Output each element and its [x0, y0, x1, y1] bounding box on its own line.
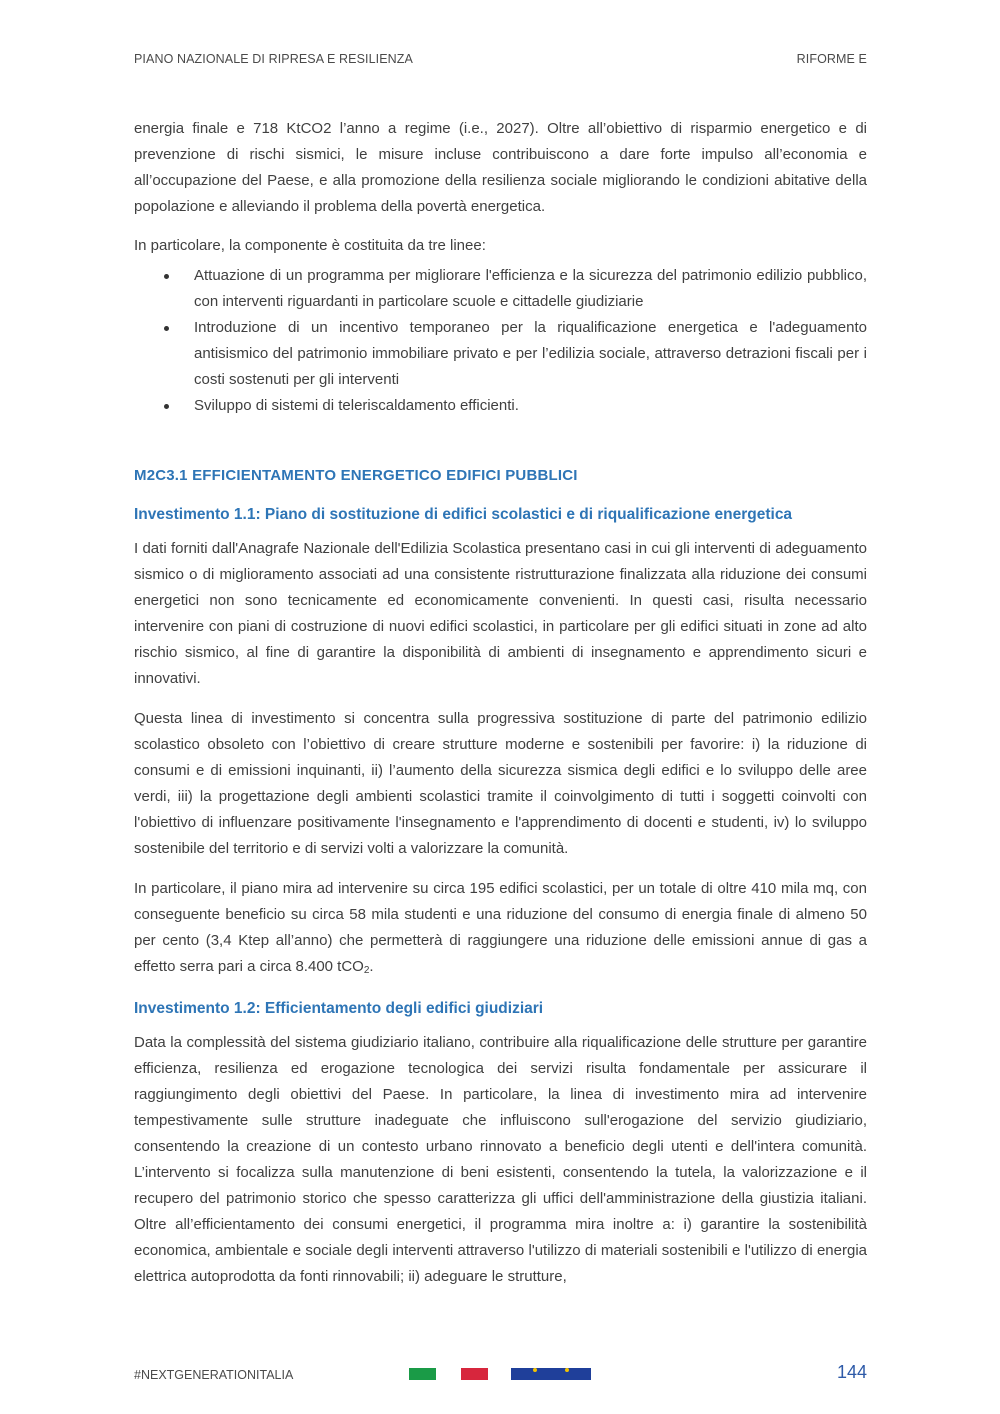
investment-1-2-paragraph: Data la complessità del sistema giudiziario italiano, contribuire alla riqualificazione delle strutture per garantire efficienza, resilienza ed erogazione tecnologica dei servizi risulta fondamentale per assicurare il raggiungimento degli obiettivi del Paese. In particolare, la linea di investimento mira ad intervenire tempestivamente sulle strutture inadeguate che influiscono sull'erogazione del servizio giudiziario, consentendo la creazione di un contesto urbano rinnovato a beneficio degli utenti e dell'intera comunità. L’intervento si focalizza sulla manutenzione di beni esistenti, consentendo la tutela, la valorizzazione e il recupero del patrimonio storico che spesso caratterizza gli uffici dell'amministrazione della giustizia italiani. Oltre all’efficientamento dei consumi energetici, il programma mira inoltre a: i) garantire la sostenibilità economica, ambientale e sociale degli interventi attraverso l'utilizzo di materiali sostenibili e l'utilizzo di energia elettrica autoprodotta da fonti rinnovabili; ii) adeguare le strutture,	[134, 1034, 867, 1285]
investment-1-1-title: Investimento 1.1: Piano di sostituzione di edifici scolastici e di riqualificazione energetica	[134, 506, 793, 523]
investment-1-1-paragraph: Questa linea di investimento si concentra sulla progressiva sostituzione di parte del patrimonio edilizio scolastico obsoleto con l’obiettivo di creare strutture moderne e sostenibili per favorire: i) la riduzione di consumi e di emissioni inquinanti, ii) l’aumento della sicurezza sismica degli edifici e lo sviluppo delle aree verdi, iii) la progettazione degli ambienti scolastici tramite il coinvolgimento di tutti i soggetti coinvolti con l'obiettivo di influenzare positivamente l'insegnamento e l'apprendimento di docenti e studenti, iv) lo sviluppo sostenibile del territorio e di servizi volti a valorizzare la comunità.	[134, 710, 867, 857]
footer-hashtag: #NEXTGENERATIONITALIA	[134, 1368, 294, 1382]
lines-lead: In particolare, la componente è costituita da tre linee:	[134, 237, 486, 254]
page-footer	[134, 1362, 867, 1388]
paragraph-text: In particolare, il piano mira ad intervenire su circa 195 edifici scolastici, per un totale di oltre 410 mila mq, con conseguente beneficio su circa 58 mila studenti e una riduzione del consumo di energia finale di almeno 50 per cento (3,4 Ktep all’anno) che permetterà di raggiungere una riduzione delle emissioni annue di gas a effetto serra pari a circa 8.400 tCO	[134, 880, 867, 975]
intro-paragraph: energia finale e 718 KtCO2 l’anno a regime (i.e., 2027). Oltre all’obiettivo di risparmio energetico e di prevenzione di rischi sismici, le misure incluse contribuiscono a dare forte impulso all’economia e all’occupazione del Paese, e alla promozione della resilienza sociale migliorando le condizioni abitative della popolazione e alleviando il problema della povertà energetica.	[134, 120, 867, 215]
page-header	[134, 52, 867, 68]
header-title: PIANO NAZIONALE DI RIPRESA E RESILIENZA	[134, 52, 413, 66]
paragraph-end: .	[369, 958, 374, 975]
investment-1-2-title: Investimento 1.2: Efficientamento degli edifici giudiziari	[134, 1000, 544, 1017]
header-section: RIFORME E	[796, 52, 867, 66]
list-item-text: Introduzione di un incentivo temporaneo per la riqualificazione energetica e l'adeguamento antisismico del patrimonio immobiliare privato e per l’edilizia sociale, attraverso detrazioni fiscali per i costi sostenuti per gli interventi	[194, 319, 867, 388]
eu-flag-icon	[511, 1368, 591, 1380]
bullet-icon	[164, 274, 169, 279]
list-item-text: Sviluppo di sistemi di teleriscaldamento efficienti.	[194, 397, 519, 414]
list-item-text: Attuazione di un programma per migliorare l'efficienza e la sicurezza del patrimonio edilizio pubblico, con interventi riguardanti in particolare scuole e cittadelle giudiziarie	[194, 267, 867, 310]
list-item	[134, 315, 867, 393]
co2-subscript: 2	[363, 965, 370, 976]
italy-flag-green-icon	[409, 1368, 436, 1380]
bullet-icon	[164, 326, 169, 331]
eu-star-icon	[565, 1368, 569, 1372]
eu-star-icon	[533, 1368, 537, 1372]
section-title: M2C3.1 EFFICIENTAMENTO ENERGETICO EDIFICI PUBBLICI	[134, 467, 578, 484]
component-lines-list	[134, 263, 867, 419]
bullet-icon	[164, 404, 169, 409]
investment-1-1-paragraph-final	[134, 876, 867, 984]
list-item	[134, 263, 867, 315]
page-content	[134, 116, 867, 1304]
investment-1-1-paragraph: I dati forniti dall'Anagrafe Nazionale dell'Edilizia Scolastica presentano casi in cui gli interventi di adeguamento sismico o di miglioramento associati ad una consistente ristrutturazione finalizzata alla riduzione dei consumi energetici non sono tecnicamente ed economicamente convenienti. In questi casi, risulta necessario intervenire con piani di costruzione di nuovi edifici scolastici, in particolare per gli edifici situati in zone ad alto rischio sismico, al fine di garantire la disponibilità di ambienti di insegnamento e apprendimento sicuri e innovativi.	[134, 540, 867, 687]
italy-flag-red-icon	[461, 1368, 488, 1380]
page-number: 144	[836, 1362, 867, 1382]
list-item	[134, 393, 867, 419]
